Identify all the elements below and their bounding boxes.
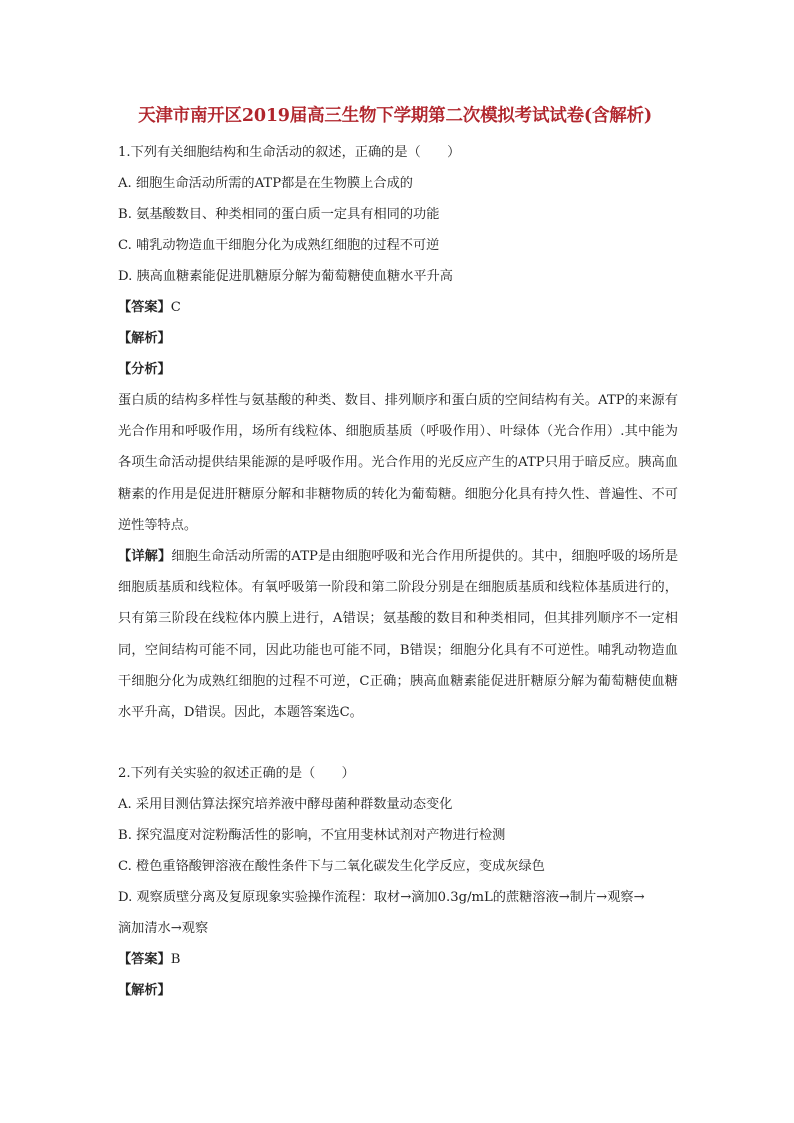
question-1-analysis-tag: 【解析】 (118, 331, 171, 346)
question-2-option-d: D. 观察质壁分离及复原现象实验操作流程：取材→滴加0.3g/mL的蔗糖溶液→制片→观察→ (118, 890, 645, 906)
question-1-option-c: C. 哺乳动物造血干细胞分化为成熟红细胞的过程不可逆 (118, 238, 440, 253)
detail-tag: 【详解】 (118, 549, 172, 565)
question-1-fenxi-text: 蛋白质的结构多样性与氨基酸的种类、数目、排列顺序和蛋白质的空间结构有关。ATP的来源有光合作用和呼吸作用，场所有线粒体、细胞质基质（呼吸作用）、叶绿体（光合作用）.其中能为各项生命活动提供结果能源的是呼吸作用。光合作用的光反应产生的ATP只用于暗反应。胰高血糖素的作用是促进肝糖原分解和非糖物质的转化为葡萄糖。细胞分化具有持久性、普遍性、不可逆性等特点。 (118, 393, 678, 533)
answer-tag: 【答案】 (118, 300, 171, 315)
spacer (118, 728, 678, 758)
question-2-option-b: B. 探究温度对淀粉酶活性的影响，不宜用斐林试剂对产物进行检测 (118, 828, 506, 844)
exam-document (118, 104, 678, 1006)
question-1-answer (118, 292, 678, 323)
question-1-fenxi-tag: 【分析】 (118, 362, 171, 377)
answer-value: B (170, 952, 181, 968)
detail-text: 细胞生命活动所需的ATP是由细胞呼吸和光合作用所提供的。其中，细胞呼吸的场所是细胞质基质和线粒体。有氧呼吸第一阶段和第二阶段分别是在细胞质基质和线粒体基质进行的，只有第三阶段在线粒体内膜上进行，A错误；氨基酸的数目和种类相同，但其排列顺序不一定相同，空间结构可能不同，因此功能也可能不同，B错误；细胞分化具有不可逆性。哺乳动物造血干细胞分化为成熟红细胞的过程不可逆，C正确；胰高血糖素能促进肝糖原分解为葡萄糖使血糖水平升高，D错误。因此，本题答案选C。 (118, 549, 679, 721)
page-title: 天津市南开区2019届高三生物下学期第二次模拟考试试卷(含解析) (138, 106, 652, 126)
question-2-option-d-cont: 滴加清水→观察 (118, 921, 209, 937)
question-2-answer (118, 944, 678, 975)
answer-value: C (170, 300, 181, 315)
question-1-option-b: B. 氨基酸数目、种类相同的蛋白质一定具有相同的功能 (118, 207, 440, 222)
question-1-option-a: A. 细胞生命活动所需的ATP都是在生物膜上合成的 (118, 176, 413, 191)
question-2-analysis-tag: 【解析】 (118, 983, 171, 999)
question-1-option-d: D. 胰高血糖素能促进肌糖原分解为葡萄糖使血糖水平升高 (118, 269, 453, 284)
question-2-option-c: C. 橙色重铬酸钾溶液在酸性条件下与二氧化碳发生化学反应，变成灰绿色 (118, 859, 545, 875)
question-2-stem: 2.下列有关实验的叙述正确的是（ ） (118, 766, 355, 782)
question-1-stem: 1.下列有关细胞结构和生命活动的叙述，正确的是（ ） (118, 145, 461, 160)
question-2-option-a: A. 采用目测估算法探究培养液中酵母菌种群数量动态变化 (118, 797, 453, 813)
answer-tag: 【答案】 (118, 952, 171, 968)
question-1-detail (118, 541, 678, 728)
